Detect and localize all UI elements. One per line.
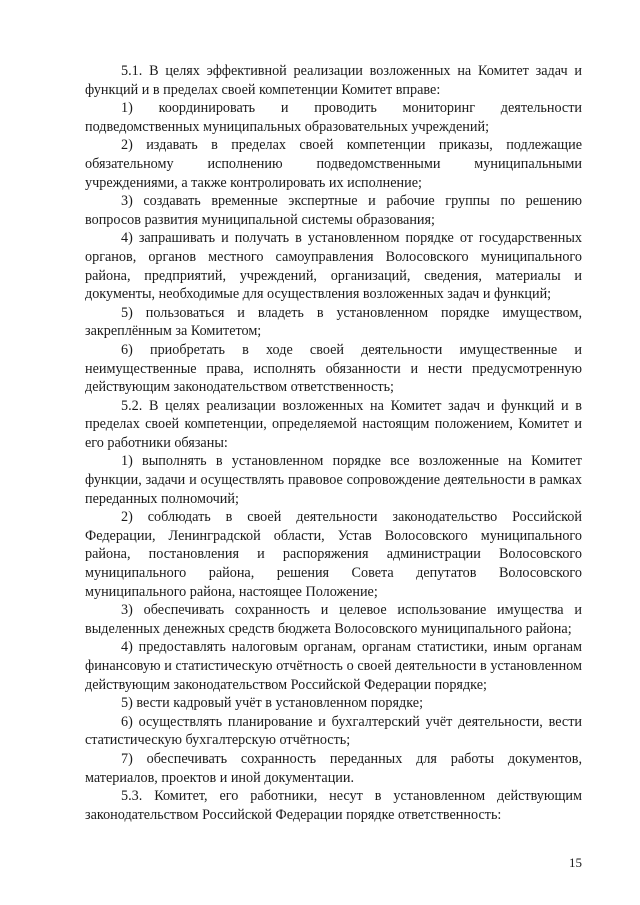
- paragraph-5-1-item-1: 1) координировать и проводить мониторинг деятельности подведомственных муниципальных образовательных учреждений;: [85, 100, 582, 135]
- paragraph-5-2-item-2: 2) соблюдать в своей деятельности законодательство Российской Федерации, Ленинградской области, Устав Волосовского муниципального района, постановления и распоряжения администрации Волосовского муниципального района, решения Совета депутатов Волосовского муниципального района, настоящее Положение;: [85, 509, 582, 600]
- paragraph-5-1-item-6: 6) приобретать в ходе своей деятельности имущественные и неимущественные права, исполнять обязанности и нести предусмотренную действующим законодательством ответственность;: [85, 341, 582, 396]
- paragraph-5-1-item-4: 4) запрашивать и получать в установленном порядке от государственных органов, органов местного самоуправления Волосовского муниципального района, предприятий, учреждений, организаций, сведения, материалы и документы, необходимые для осуществления возложенных задач и функций;: [85, 230, 582, 303]
- paragraph-5-2-item-1: 1) выполнять в установленном порядке все возложенные на Комитет функции, задачи и осуществлять правовое сопровождение деятельности в рамках переданных полномочий;: [85, 453, 582, 507]
- paragraph-5-3: 5.3. Комитет, его работники, несут в установленном действующим законодательством Российской Федерации порядке ответственность:: [85, 788, 582, 823]
- paragraph-5-1-item-2: 2) издавать в пределах своей компетенции приказы, подлежащие обязательному исполнению подведомственными муниципальными учреждениями, а также контролировать их исполнение;: [85, 137, 582, 191]
- paragraph-5-1-item-3: 3) создавать временные экспертные и рабочие группы по решению вопросов развития муниципальной системы образования;: [85, 193, 582, 228]
- paragraph-5-2-item-6: 6) осуществлять планирование и бухгалтерский учёт деятельности, вести статистическую бухгалтерскую отчётность;: [85, 713, 582, 749]
- paragraph-5-2-item-5: 5) вести кадровый учёт в установленном порядке;: [121, 695, 424, 712]
- page-number: 15: [569, 855, 582, 870]
- paragraph-5-2-item-3: 3) обеспечивать сохранность и целевое использование имущества и выделенных денежных средств бюджета Волосовского муниципального района;: [85, 602, 582, 637]
- paragraph-5-1-item-5: 5) пользоваться и владеть в установленном порядке имуществом, закреплённым за Комитетом;: [85, 304, 582, 340]
- paragraph-5-1: 5.1. В целях эффективной реализации возложенных на Комитет задач и функций и в пределах своей компетенции Комитет вправе:: [85, 63, 582, 98]
- paragraph-5-2-item-7: 7) обеспечивать сохранность переданных для работы документов, материалов, проектов и иной документации.: [85, 750, 582, 786]
- document-body: [85, 62, 582, 824]
- paragraph-5-2: 5.2. В целях реализации возложенных на Комитет задач и функций и в пределах своей компетенции, определяемой настоящим положением, Комитет и его работники обязаны:: [85, 397, 582, 451]
- paragraph-5-2-item-4: 4) предоставлять налоговым органам, органам статистики, иным органам финансовую и статистическую отчётность о своей деятельности в установленном действующим законодательством Российской Федерации порядке;: [85, 639, 582, 693]
